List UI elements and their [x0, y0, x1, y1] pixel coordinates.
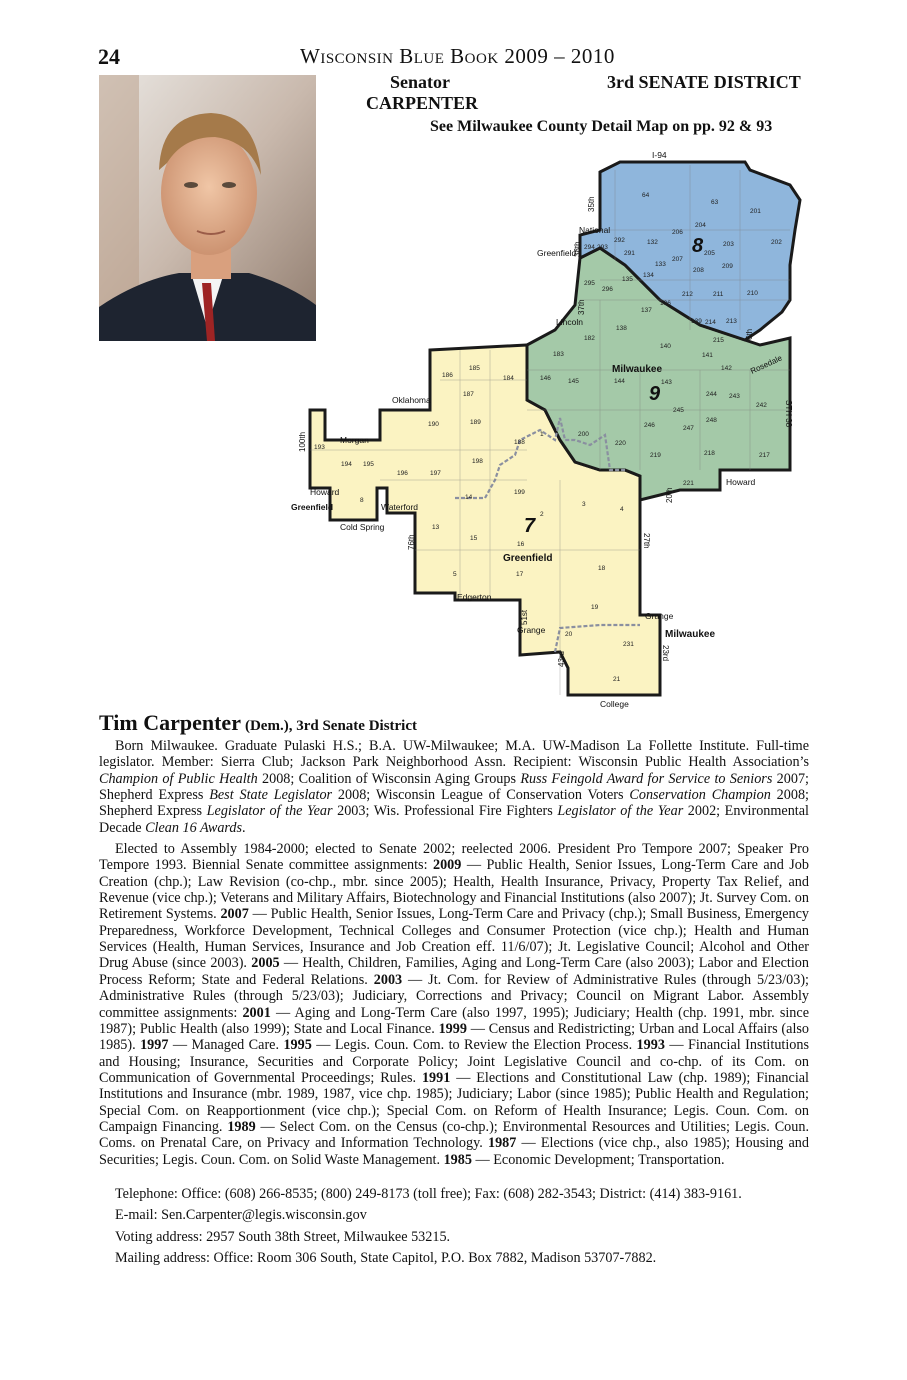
city-label: Milwaukee — [665, 629, 716, 640]
ward-label: 137 — [641, 307, 652, 314]
street-label: I-94 — [652, 150, 667, 160]
ward-label: 296 — [602, 286, 613, 293]
ward-label: 231 — [623, 641, 634, 648]
street-label: Howard — [310, 487, 340, 497]
ward-label: 199 — [514, 489, 525, 496]
ward-label: 211 — [713, 291, 724, 298]
street-label: Rosedale — [749, 353, 784, 376]
ward-label: 217 — [759, 452, 770, 459]
street-label: 37th — [577, 299, 586, 315]
ward-label: 201 — [750, 208, 761, 215]
senator-name: CARPENTER — [366, 93, 479, 113]
ward-label: 133 — [655, 261, 666, 268]
street-label: Lincoln — [556, 317, 583, 327]
ward-label: 141 — [702, 352, 713, 359]
ward-label: 135 — [622, 276, 633, 283]
ward-label: 203 — [723, 241, 734, 248]
biography — [99, 738, 809, 1173]
street-label: 20th — [665, 487, 674, 503]
ward-label: 292 — [614, 237, 625, 244]
city-label: Milwaukee — [612, 364, 663, 375]
ward-label: 220 — [615, 440, 626, 447]
ward-label: 136 — [660, 300, 671, 307]
telephone-line: Telephone: Office: (608) 266-8535; (800) 249-8173 (toll free); Fax: (608) 282-3543; District: (414) 383-9161. — [115, 1186, 742, 1202]
ward-label: 20 — [565, 631, 573, 638]
ward-label: 143 — [661, 379, 672, 386]
ward-label: 208 — [693, 267, 704, 274]
ward-label: 204 — [695, 222, 706, 229]
street-label: Greenfield — [291, 502, 334, 512]
ward-label: 247 — [683, 425, 694, 432]
ward-label: 196 — [397, 470, 408, 477]
ward-label: 202 — [771, 239, 782, 246]
email-line: E-mail: Sen.Carpenter@legis.wisconsin.gov — [115, 1207, 367, 1224]
street-label: 38th — [573, 241, 582, 257]
district-map — [280, 145, 820, 715]
ward-label: 2 — [540, 511, 544, 518]
ward-label: 188 — [514, 439, 525, 446]
voting-address-line: Voting address: 2957 South 38th Street, Milwaukee 53215. — [115, 1228, 451, 1245]
street-label: 100th — [298, 431, 307, 452]
ward-label: 144 — [614, 378, 625, 385]
ward-label: 221 — [683, 480, 694, 487]
bio-paragraph-personal: Born Milwaukee. Graduate Pulaski H.S.; B.A. UW-Milwaukee; M.A. UW-Madison La Follette Institute. Full-time legislator. Member: Sierra Club; Jackson Park Neighborhood Assn. Recipient: Wisconsin Public Health Association’s Champion of Public Health 2008; Coalition of Wisconsin Aging Groups Russ Feingold Award for Service to Seniors 2007; Shepherd Express Best State Legislator 2008; Wisconsin League of Conservation Voters Conservation Champion 2008; Shepherd Express Legislator of the Year 2003; Wis. Professional Fire Fighters Legislator of the Year 2002; Environmental Decade Clean 16 Awards. — [99, 738, 809, 836]
assembly-district-label: 7 — [524, 515, 536, 537]
contact-info — [99, 1186, 809, 1271]
ward-label: 295 — [584, 280, 595, 287]
street-label: Grange — [517, 625, 546, 635]
ward-label: 198 — [472, 458, 483, 465]
ward-label: 294 — [584, 244, 595, 251]
ward-label: 1 — [540, 431, 544, 438]
ward-label: 140 — [660, 343, 671, 350]
bio-name: Tim Carpenter — [99, 710, 241, 735]
ward-label: 21 — [613, 676, 621, 683]
ward-label: 146 — [540, 375, 551, 382]
ward-label: 214 — [705, 319, 716, 326]
assembly-district-label: 8 — [692, 235, 704, 257]
ward-label: 183 — [553, 351, 564, 358]
ward-label: 142 — [721, 365, 732, 372]
ward-label: 15 — [470, 535, 478, 542]
ward-label: 189 — [470, 419, 481, 426]
street-label: Waterford — [381, 502, 419, 512]
ward-label: 200 — [578, 431, 589, 438]
street-label: 23rd — [661, 645, 670, 662]
street-label: Morgan — [340, 435, 369, 445]
street-label: Cold Spring — [340, 522, 385, 532]
street-label: 6th — [745, 328, 754, 340]
ward-label: 209 — [722, 263, 733, 270]
ward-label: 64 — [642, 192, 650, 199]
ward-label: 63 — [711, 199, 719, 206]
ward-label: 190 — [428, 421, 439, 428]
ward-label: 213 — [726, 318, 737, 325]
ward-label: 14 — [465, 494, 473, 501]
street-label: National — [579, 225, 611, 235]
ward-label: 244 — [706, 391, 717, 398]
street-label: Oklahoma — [392, 395, 431, 405]
street-label: Greenfield — [537, 248, 577, 258]
ward-label: 207 — [672, 256, 683, 263]
ward-label: 205 — [704, 250, 715, 257]
map-note: See Milwaukee County Detail Map on pp. 92 & 93 — [430, 118, 773, 135]
ward-label: 19 — [591, 604, 599, 611]
ward-label: 212 — [682, 291, 693, 298]
street-label: Howard — [726, 477, 756, 487]
bio-paragraph-legislative: Elected to Assembly 1984-2000; elected to Senate 2002; reelected 2006. President Pro Tempore 2007; Speaker Pro Tempore 1993. Biennial Senate committee assignments: 2009 — Public Health, Senior Issues, Long-Term Care and Job Creation (chp.); Law Revision (co-chp., mbr. since 2005); Health, Health Insurance, Privacy, Property Tax Relief, and Revenue (vice chp.); Veterans and Military Affairs, Biotechnology and Financial Institutions (also 2007); Jt. Survey Com. on Retirement Systems. 2007 — Public Health, Senior Issues, Long-Term Care and Privacy (chp.); Small Business, Emergency Preparedness, Workforce Development, Technical Colleges and Consumer Protection (vice chp.); Health and Human Services (Health, Human Services, Insurance and Job Creation eff. 11/6/07); Jt. Legislative Council; Alcohol and Other Drug Abuse (since 2003). 2005 — Health, Children, Families, Aging and Long-Term Care (also 2003); Labor and Election Process Reform; State and Federal Relations. 2003 — Jt. Com. for Review of Administrative Rules (through 5/23/03); Administrative Rules (through 5/23/03); Judiciary, Corrections and Privacy; Council on Migrant Labor. Assembly committee assignments: 2001 — Aging and Long-Term Care (also 1997, 1995); Judiciary; Health (chp. 1991, mbr. since 1987); Public Health (also 1999); State and Local Finance. 1999 — Census and Redistricting; Urban and Local Affairs (also 1985). 1997 — Managed Care. 1995 — Legis. Coun. Com. to Review the Election Process. 1993 — Financial Institutions and Housing; Insurance, Securities and Corporate Policy; Joint Legislative Council and co-chp. of its Com. on Communication of Governmental Proceedings; Rules. 1991 — Elections and Constitutional Law (chp. 1989); Financial Institutions and Insurance (mbr. 1989, 1987, vice chp. 1985); Judiciary; Labor (since 1985); Public Health and Regulation; Special Com. on Reapportionment (vice chp.); Special Com. on Reform of Health Insurance; Legis. Coun. Com. on Campaign Financing. 1989 — Select Com. on the Census (co-chp.); Environmental Resources and Utilities; Legis. Coun. Coms. on Prenatal Care, on Privacy and Information Technology. 1987 — Elections (vice chp., also 1985); Housing and Securities; Legis. Coun. Com. on Solid Waste Management. 1985 — Economic Development; Transportation. — [99, 841, 810, 1168]
bio-name-suffix: (Dem.), 3rd Senate District — [244, 718, 417, 734]
ward-label: 182 — [584, 335, 595, 342]
ward-label: 186 — [442, 372, 453, 379]
district-label: 3rd SENATE DISTRICT — [607, 72, 801, 92]
ward-label: 13 — [432, 524, 440, 531]
ward-label: 215 — [713, 337, 724, 344]
ward-label: 184 — [503, 375, 514, 382]
ward-label: 245 — [673, 407, 684, 414]
street-label: 35th — [587, 196, 596, 212]
senator-label: Senator — [390, 72, 450, 92]
ward-label: 197 — [430, 470, 441, 477]
ward-label: 18 — [598, 565, 606, 572]
ward-label: 195 — [363, 461, 374, 468]
ward-label: 193 — [314, 444, 325, 451]
ward-label: 210 — [747, 290, 758, 297]
street-label: 76th — [407, 534, 416, 550]
ward-label: 242 — [756, 402, 767, 409]
page-number: 24 — [98, 44, 120, 69]
ward-label: 16 — [517, 541, 525, 548]
street-label: STH 38 — [784, 400, 793, 428]
ward-label: 206 — [672, 229, 683, 236]
street-label: Grange — [645, 611, 674, 621]
ward-label: 145 — [568, 378, 579, 385]
mailing-address-line: Mailing address: Office: Room 306 South, State Capitol, P.O. Box 7882, Madison 53707-7882. — [115, 1250, 657, 1267]
ward-label: 187 — [463, 391, 474, 398]
assembly-district-label: 9 — [649, 383, 661, 405]
ward-label: 219 — [650, 452, 661, 459]
ward-label: 243 — [729, 393, 740, 400]
ward-label: 8 — [360, 497, 364, 504]
ward-label: 185 — [469, 365, 480, 372]
bio-heading — [99, 710, 417, 736]
ward-label: 4 — [620, 506, 624, 513]
ward-label: 132 — [647, 239, 658, 246]
ward-label: 3 — [582, 501, 586, 508]
ward-label: 218 — [704, 450, 715, 457]
ward-label: 293 — [597, 244, 608, 251]
ward-label: 291 — [624, 250, 635, 257]
street-label: College — [600, 699, 629, 709]
ward-label: 246 — [644, 422, 655, 429]
ward-label: 138 — [616, 325, 627, 332]
city-label: Greenfield — [503, 553, 553, 564]
running-head: Wisconsin Blue Book 2009 – 2010 — [300, 44, 615, 68]
ward-label: 139 — [691, 318, 702, 325]
street-label: 43rd — [557, 650, 566, 667]
street-label: Edgerton — [457, 592, 492, 602]
ward-label: 5 — [453, 571, 457, 578]
ward-label: 17 — [516, 571, 524, 578]
ward-label: 134 — [643, 272, 654, 279]
street-label: 51st — [520, 609, 529, 625]
street-label: 27th — [642, 533, 651, 549]
ward-label: 194 — [341, 461, 352, 468]
ward-label: 248 — [706, 417, 717, 424]
